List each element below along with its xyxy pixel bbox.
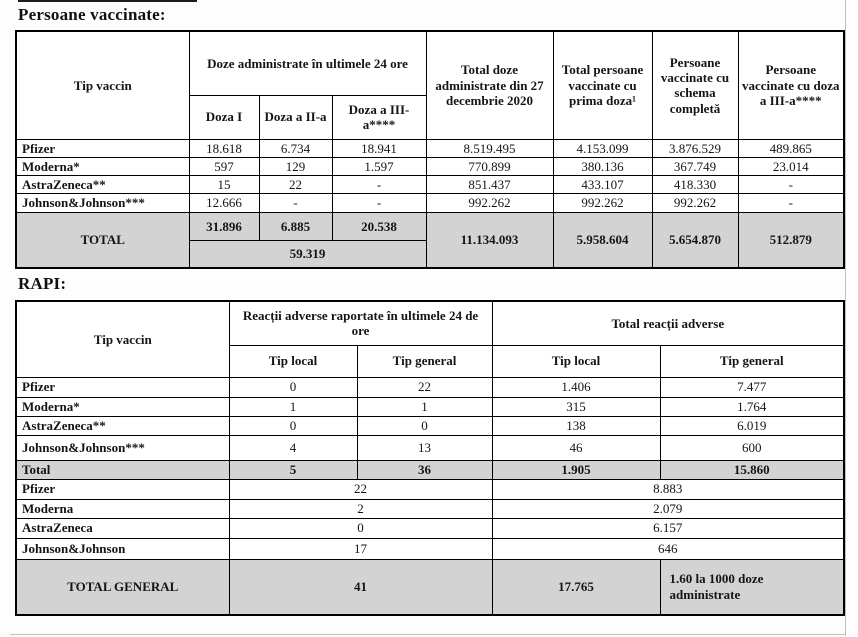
value-cell: 8.519.495 xyxy=(426,139,553,157)
table-row xyxy=(16,397,844,416)
value-cell: 646 xyxy=(492,538,844,559)
total-cell: 59.319 xyxy=(189,240,426,268)
value-cell: 367.749 xyxy=(652,157,738,175)
value-cell: 433.107 xyxy=(553,176,652,194)
header-cell: Total reacții adverse xyxy=(492,301,844,345)
value-cell: 315 xyxy=(492,397,660,416)
table-row xyxy=(16,479,844,499)
section-title-rapi: RAPI: xyxy=(18,274,67,293)
total-cell: 11.134.093 xyxy=(426,212,553,268)
value-cell: 418.330 xyxy=(652,176,738,194)
vaccine-name-cell: Moderna* xyxy=(16,157,189,175)
value-cell: - xyxy=(332,176,426,194)
persoane-vaccinate-table xyxy=(15,30,845,269)
header-cell: Persoane vaccinate cu schema completă xyxy=(652,31,738,139)
value-cell: 46 xyxy=(492,435,660,460)
header-cell: Doza I xyxy=(189,95,259,139)
value-cell: 4 xyxy=(229,435,357,460)
vaccine-name-cell: Moderna* xyxy=(16,397,229,416)
value-cell: 0 xyxy=(357,416,492,435)
vaccine-name-cell: AstraZeneca xyxy=(16,518,229,538)
header-cell: Tip vaccin xyxy=(16,301,229,377)
value-cell: - xyxy=(738,194,844,212)
value-cell: 17 xyxy=(229,538,492,559)
value-cell: 770.899 xyxy=(426,157,553,175)
header-cell: Doza a II-a xyxy=(259,95,332,139)
rapi-table xyxy=(15,300,845,616)
table-row xyxy=(16,518,844,538)
value-cell: 992.262 xyxy=(553,194,652,212)
value-cell: 129 xyxy=(259,157,332,175)
total-cell: 15.860 xyxy=(660,460,844,479)
total-cell: 5.958.604 xyxy=(553,212,652,268)
value-cell: 23.014 xyxy=(738,157,844,175)
value-cell: 2 xyxy=(229,499,492,518)
value-cell: 992.262 xyxy=(652,194,738,212)
value-cell: 22 xyxy=(357,377,492,397)
vaccine-name-cell: Pfizer xyxy=(16,377,229,397)
value-cell: 6.157 xyxy=(492,518,844,538)
value-cell: 4.153.099 xyxy=(553,139,652,157)
vaccine-name-cell: Johnson&Johnson*** xyxy=(16,194,189,212)
table-row xyxy=(16,157,844,175)
total-cell: 31.896 xyxy=(189,212,259,240)
total-cell: 41 xyxy=(229,559,492,615)
total-cell: 512.879 xyxy=(738,212,844,268)
vaccine-name-cell: Moderna xyxy=(16,499,229,518)
total-cell: 20.538 xyxy=(332,212,426,240)
value-cell: 22 xyxy=(229,479,492,499)
header-cell: Tip local xyxy=(492,345,660,377)
header-cell: Doze administrate în ultimele 24 ore xyxy=(189,31,426,95)
value-cell: 22 xyxy=(259,176,332,194)
total-label-cell: Total xyxy=(16,460,229,479)
vaccine-name-cell: Pfizer xyxy=(16,139,189,157)
value-cell: 992.262 xyxy=(426,194,553,212)
value-cell: 6.019 xyxy=(660,416,844,435)
value-cell: 18.941 xyxy=(332,139,426,157)
value-cell: 138 xyxy=(492,416,660,435)
value-cell: 1 xyxy=(357,397,492,416)
table-row xyxy=(16,416,844,435)
section-title-persoane-vaccinate: Persoane vaccinate: xyxy=(18,5,166,24)
page-edge-horizontal-line xyxy=(10,634,846,635)
value-cell: - xyxy=(332,194,426,212)
table-row xyxy=(16,435,844,460)
table-row xyxy=(16,377,844,397)
value-cell: - xyxy=(259,194,332,212)
value-cell: 7.477 xyxy=(660,377,844,397)
value-cell: 3.876.529 xyxy=(652,139,738,157)
vaccine-name-cell: Johnson&Johnson*** xyxy=(16,435,229,460)
table-row xyxy=(16,559,844,615)
header-cell: Total doze administrate din 27 decembrie 2020 xyxy=(426,31,553,139)
value-cell: 600 xyxy=(660,435,844,460)
table-row xyxy=(16,301,844,345)
total-cell: 1.60 la 1000 doze administrate xyxy=(660,559,844,615)
vaccine-name-cell: AstraZeneca** xyxy=(16,416,229,435)
value-cell: 1.597 xyxy=(332,157,426,175)
value-cell: - xyxy=(738,176,844,194)
value-cell: 1.406 xyxy=(492,377,660,397)
vaccine-name-cell: Pfizer xyxy=(16,479,229,499)
header-cell: Tip general xyxy=(660,345,844,377)
value-cell: 0 xyxy=(229,416,357,435)
header-cell: Tip general xyxy=(357,345,492,377)
total-cell: TOTAL xyxy=(16,212,189,268)
value-cell: 489.865 xyxy=(738,139,844,157)
header-cell: Tip local xyxy=(229,345,357,377)
total-cell: 5.654.870 xyxy=(652,212,738,268)
total-cell: 1.905 xyxy=(492,460,660,479)
value-cell: 2.079 xyxy=(492,499,844,518)
header-cell: Tip vaccin xyxy=(16,31,189,139)
table-row xyxy=(16,499,844,518)
value-cell: 18.618 xyxy=(189,139,259,157)
table-row xyxy=(16,212,844,240)
value-cell: 380.136 xyxy=(553,157,652,175)
cropped-text-underline-artifact xyxy=(18,0,197,2)
value-cell: 6.734 xyxy=(259,139,332,157)
header-cell: Total persoane vaccinate cu prima doza¹ xyxy=(553,31,652,139)
value-cell: 15 xyxy=(189,176,259,194)
table-row xyxy=(16,460,844,479)
value-cell: 851.437 xyxy=(426,176,553,194)
table-row xyxy=(16,194,844,212)
value-cell: 8.883 xyxy=(492,479,844,499)
value-cell: 1.764 xyxy=(660,397,844,416)
value-cell: 0 xyxy=(229,518,492,538)
value-cell: 597 xyxy=(189,157,259,175)
value-cell: 1 xyxy=(229,397,357,416)
header-cell: Doza a III-a**** xyxy=(332,95,426,139)
header-cell: Reacții adverse raportate în ultimele 24 de ore xyxy=(229,301,492,345)
total-cell: TOTAL GENERAL xyxy=(16,559,229,615)
total-cell: 5 xyxy=(229,460,357,479)
value-cell: 0 xyxy=(229,377,357,397)
vaccine-name-cell: AstraZeneca** xyxy=(16,176,189,194)
table-row xyxy=(16,31,844,95)
total-cell: 6.885 xyxy=(259,212,332,240)
value-cell: 13 xyxy=(357,435,492,460)
table-row xyxy=(16,538,844,559)
page-edge-vertical-line xyxy=(845,0,846,636)
vaccine-name-cell: Johnson&Johnson xyxy=(16,538,229,559)
value-cell: 12.666 xyxy=(189,194,259,212)
table-row xyxy=(16,176,844,194)
total-cell: 17.765 xyxy=(492,559,660,615)
total-cell: 36 xyxy=(357,460,492,479)
table-row xyxy=(16,139,844,157)
header-cell: Persoane vaccinate cu doza a III-a**** xyxy=(738,31,844,139)
